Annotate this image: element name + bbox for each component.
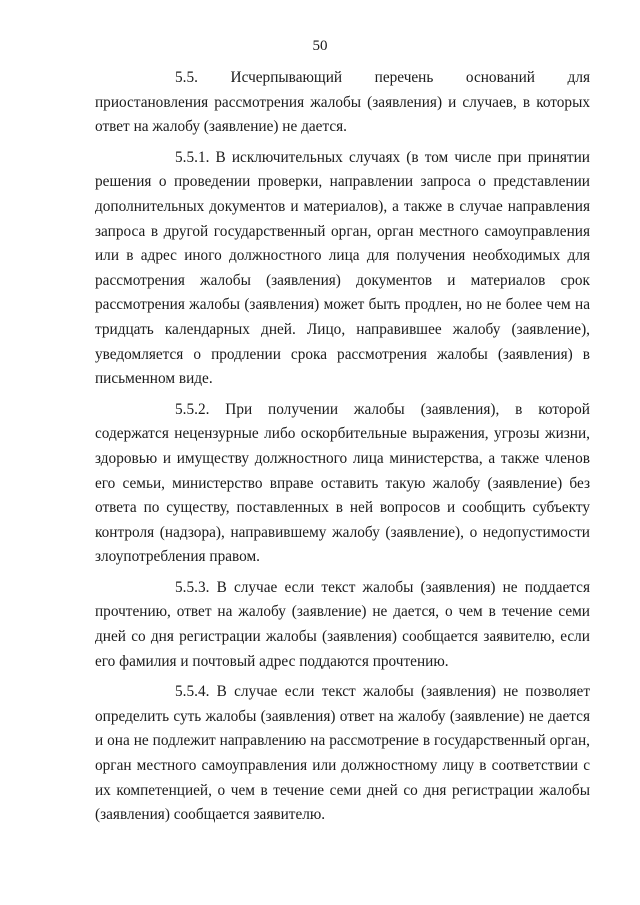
paragraph-text: В случае если текст жалобы (заявления) не позволяет определить суть жалобы (заявления) ответ на жалобу (заявление) не дается и она не подлежит направлению на рассмотрение в государственный орган, орган местного самоуправления или должностному лицу в соответствии с их компетенцией, о чем в течение семи дней со дня регистрации жалобы (заявления) сообщается заявителю. [95,683,590,824]
paragraph-number: 5.5.2. [175,400,210,418]
paragraph-text: Исчерпывающий перечень оснований для приостановления рассмотрения жалобы (заявления) и случаев, в которых ответ на жалобу (заявление) не дается. [95,69,590,136]
paragraph-number: 5.5. [175,69,198,86]
paragraph-number: 5.5.4. [175,683,210,701]
paragraph-number: 5.5.1. [175,148,210,166]
paragraph-number: 5.5.3. [175,578,210,596]
paragraph-text: В случае если текст жалобы (заявления) не поддается прочтению, ответ на жалобу (заявление) не дается, о чем в течение семи дней со дня регистрации жалобы (заявления) сообщается заявителю, если его фамилия и почтовый адрес поддаются прочтению. [95,578,590,670]
paragraph-text: При получении жалобы (заявления), в которой содержатся нецензурные либо оскорбительные выражения, угрозы жизни, здоровью и имуществу должностного лица министерства, а также членов его семьи, министерство вправе оставить такую жалобу (заявление) без ответа по существу, поставленных в ней вопросов и сообщить субъекту контроля (надзора), направившему жалобу (заявление), о недопустимости злоупотребления правом. [95,400,590,566]
paragraph-5-5-3 [95,576,590,674]
paragraph-5-5-2 [95,398,590,570]
paragraph-5-5-4 [95,680,590,828]
paragraph-text: В исключительных случаях (в том числе при принятии решения о проведении проверки, направлении запроса о представлении дополнительных документов и материалов), а также в случае направления запроса в другой государственный орган, орган местного самоуправления или в адрес иного должностного лица для получения необходимых для рассмотрения жалобы (заявления) документов и материалов срок рассмотрения жалобы (заявления) может быть продлен, но не более чем на тридцать календарных дней. Лицо, направившее жалобу (заявление), уведомляется о продлении срока рассмотрения жалобы (заявления) в письменном виде. [95,148,590,388]
paragraph-5-5-1 [95,146,590,392]
paragraph-5-5 [95,66,590,140]
page-number: 50 [312,38,328,54]
document-body [95,66,590,834]
